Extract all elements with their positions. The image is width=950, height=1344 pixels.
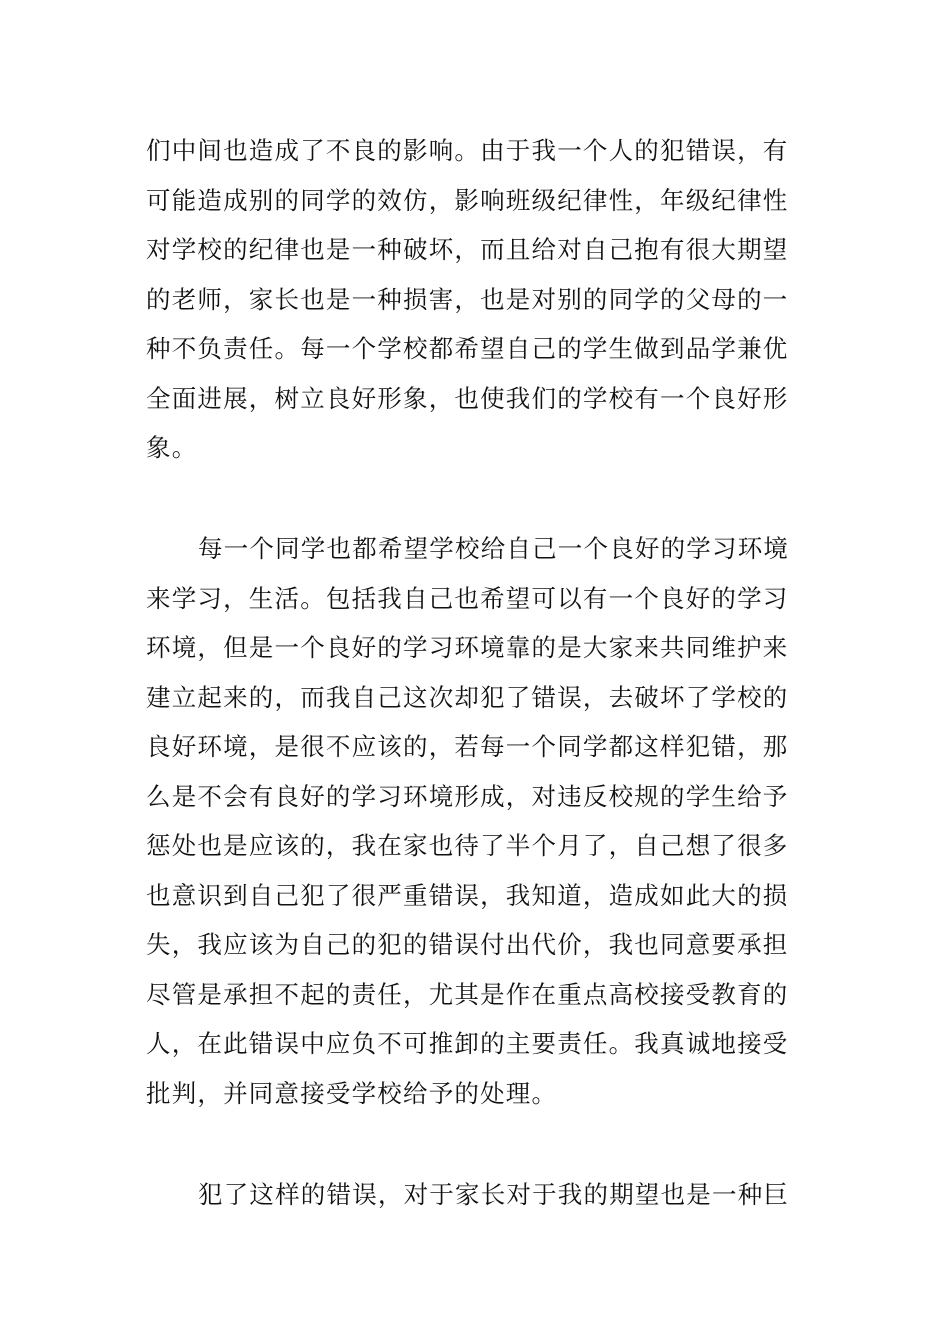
text-line: 们中间也造成了不良的影响。由于我一个人的犯错误，有 [146,136,789,165]
text-line: 对学校的纪律也是一种破坏，而且给对自己抱有很大期望 [146,235,789,264]
text-line: 建立起来的，而我自己这次却犯了错误，去破坏了学校的 [146,682,789,712]
text-line: 尽管是承担不起的责任，尤其是作在重点高校接受教育的 [146,979,789,1009]
paragraph-2 [146,524,806,1118]
text-line: 的老师，家长也是一种损害，也是对别的同学的父母的一 [146,284,789,314]
text-line-indented: 犯了这样的错误，对于家长对于我的期望也是一种巨 [198,1180,790,1209]
text-line: 来学习，生活。包括我自己也希望可以有一个良好的学习 [146,583,789,613]
text-line: 环境，但是一个良好的学习环境靠的是大家来共同维护来 [146,633,789,662]
text-line-indented: 每一个同学也都希望学校给自己一个良好的学习环境 [198,534,790,563]
paragraph-3 [146,1170,806,1220]
text-line: 人，在此错误中应负不可推卸的主要责任。我真诚地接受 [146,1029,789,1058]
text-line: 批判，并同意接受学校给予的处理。 [146,1078,558,1108]
text-line: 失，我应该为自己的犯的错误付出代价，我也同意要承担 [146,930,789,959]
text-line: 也意识到自己犯了很严重错误，我知道，造成如此大的损 [146,880,789,910]
text-line: 全面进展，树立良好形象，也使我们的学校有一个良好形 [146,383,789,413]
text-line: 惩处也是应该的，我在家也待了半个月了，自己想了很多 [146,831,789,860]
text-line: 良好环境，是很不应该的，若每一个同学都这样犯错，那 [146,732,789,761]
text-line: 象。 [146,433,198,462]
text-line: 可能造成别的同学的效仿，影响班级纪律性，年级纪律性 [146,185,789,215]
paragraph-1 [146,126,806,473]
text-line: 种不负责任。每一个学校都希望自己的学生做到品学兼优 [146,334,789,363]
text-line: 么是不会有良好的学习环境形成，对违反校规的学生给予 [146,781,789,811]
